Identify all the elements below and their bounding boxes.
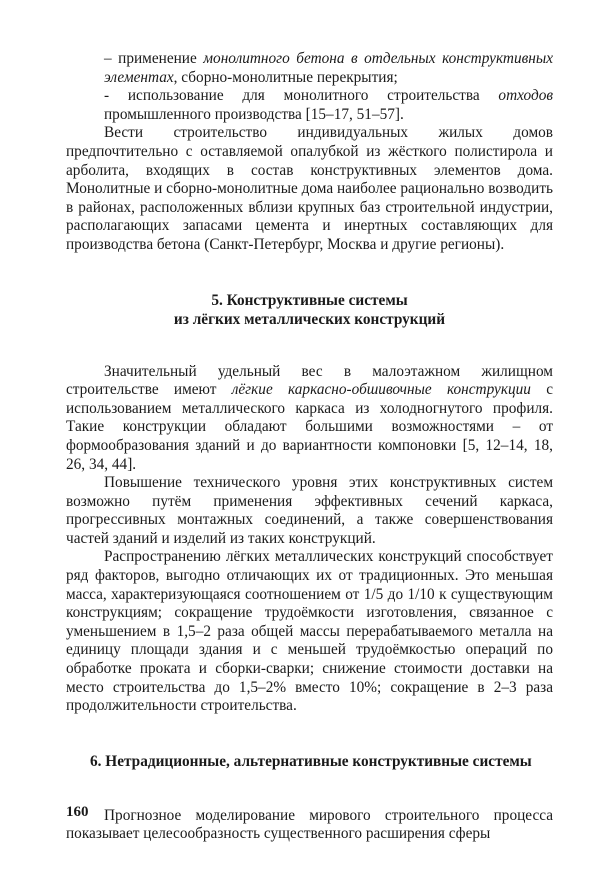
paragraph-individual-houses: Вести строительство индивидуальных жилых домов предпочтительно с оставляемой опалубкой из жёсткого полистирола и арболита, входящих в состав конструктивных элементов дома. Монолитные и сборно-монолитные дома наиболее рационально возводить в районах, расположенных вблизи крупных баз строительной индустрии, располагающих запасами цемента и инертных составляющих для производства бетона (Санкт-Петербург, Москва и другие регионы). [66, 124, 553, 253]
page-body [66, 50, 553, 844]
emphasis-monolithic-concrete: монолитного бетона в отдельных конструктивных элементах [104, 50, 553, 86]
paragraph-forecast: Прогнозное моделирование мирового строительного процесса показывает целесообразность существенного расширения сферы [66, 806, 553, 843]
emphasis-light-frame: лёгкие каркасно-обшивочные конструкции [231, 381, 531, 399]
paragraph-advantages: Распространению лёгких металлических конструкций способствует ряд факторов, выгодно отличающих их от традиционных. Это меньшая масса, характеризующаяся соотношением от 1/5 до 1/10 к существующим конструкциям; сокращение трудоёмкости изготовления, связанное с уменьшением в 1,5–2 раза общей массы перерабатываемого металла на единицу площади здания и с меньшей трудоёмкостью операций по обработке проката и сборки-сварки; снижение стоимости доставки на место строительства до 1,5–2% вместо 10%; сокращение в 2–3 раза продолжительности строительства. [66, 548, 553, 715]
page-number: 160 [66, 804, 89, 820]
section-5-title-line1: 5. Конструктивные системы [211, 291, 408, 309]
emphasis-waste: отходов [498, 87, 553, 105]
paragraph-light-frame: Значительный удельный вес в малоэтажном жилищном строительстве имеют лёгкие каркасно-обшивочные конструкции с использованием металлического каркаса из холодногнутого профиля. Такие конструкции обладают большими возможностями – от формообразования зданий и до вариантности компоновки [5, 12–14, 18, 26, 34, 44]. [66, 362, 553, 473]
paragraph-technical-level: Повышение технического уровня этих конструктивных систем возможно путём применения эффективных сечений каркаса, прогрессивных монтажных соединений, а также совершенствования частей зданий и изделий из таких конструкций. [66, 474, 553, 547]
section-5-title-line2: из лёгких металлических конструкций [173, 310, 446, 328]
list-item-monolithic-concrete: – применение монолитного бетона в отдельных конструктивных элементах, сборно-монолитные перекрытия; [104, 50, 553, 86]
section-5-heading [66, 291, 553, 329]
list-item-waste-usage: - использование для монолитного строительства отходов промышленного производства [15–17, 51–57]. [104, 87, 553, 123]
section-6-heading: 6. Нетрадиционные, альтернативные конструктивные системы [90, 752, 532, 770]
